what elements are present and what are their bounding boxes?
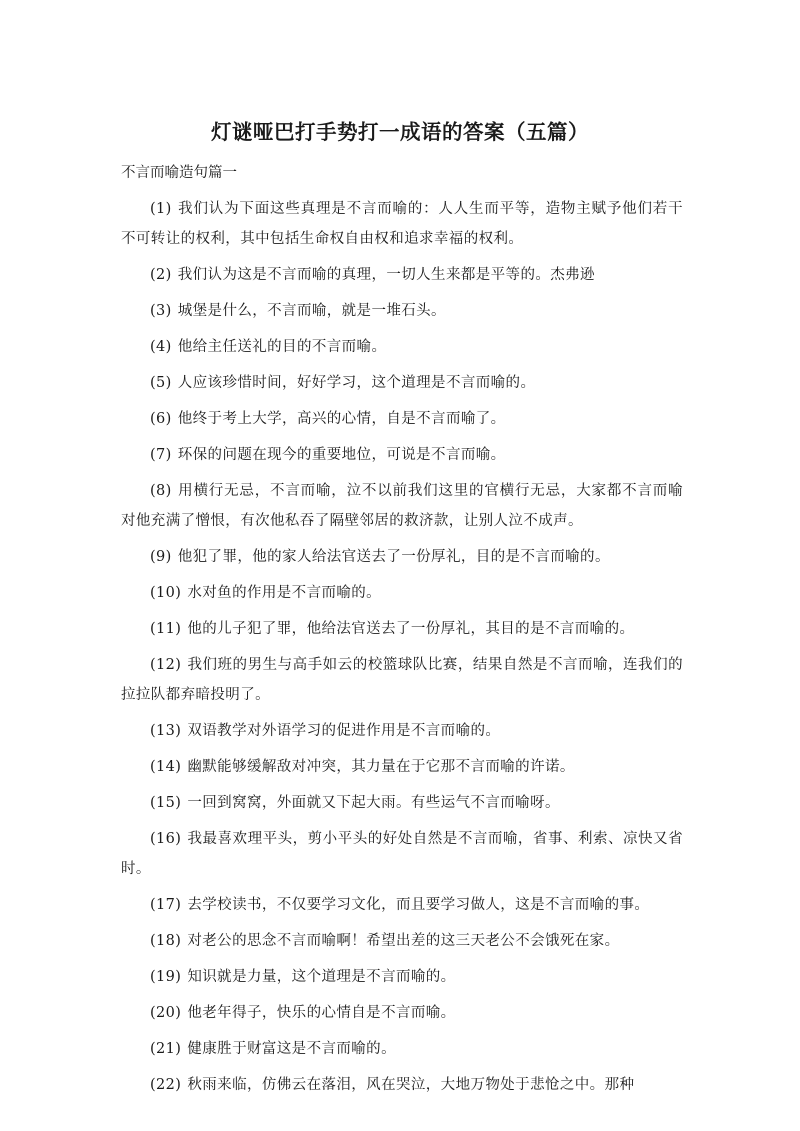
sentence-item [121, 1034, 683, 1064]
sentence-item [121, 542, 683, 572]
sentence-item [121, 440, 683, 470]
sentence-item [121, 998, 683, 1028]
sentence-number: (22) [150, 1077, 182, 1093]
sentence-number: (3) [150, 303, 172, 319]
sentence-number: (16) [150, 831, 182, 847]
sentence-text: 秋雨来临，仿佛云在落泪，风在哭泣，大地万物处于悲怆之中。那种 [187, 1077, 635, 1093]
sentence-number: (1) [150, 201, 172, 217]
sentence-list [121, 194, 683, 1106]
sentence-number: (8) [150, 483, 172, 499]
sentence-item [121, 404, 683, 434]
sentence-text: 我们认为下面这些真理是不言而喻的：人人生而平等，造物主赋予他们若干不可转让的权利，其中包括生命权自由权和追求幸福的权利。 [121, 201, 683, 247]
sentence-text: 他老年得子，快乐的心情自是不言而喻。 [187, 1005, 456, 1021]
sentence-number: (13) [150, 723, 182, 739]
sentence-text: 水对鱼的作用是不言而喻的。 [187, 585, 382, 601]
sentence-text: 他犯了罪，他的家人给法官送去了一份厚礼，目的是不言而喻的。 [177, 549, 610, 565]
sentence-number: (6) [150, 411, 172, 427]
sentence-text: 我们班的男生与高手如云的校篮球队比赛，结果自然是不言而喻，连我们的拉拉队都弃暗投明了。 [121, 657, 683, 703]
section-heading: 不言而喻造句篇一 [121, 165, 237, 181]
sentence-item [121, 368, 683, 398]
sentence-item [121, 926, 683, 956]
sentence-number: (4) [150, 339, 172, 355]
sentence-number: (20) [150, 1005, 182, 1021]
sentence-item [121, 650, 683, 710]
sentence-text: 城堡是什么，不言而喻，就是一堆石头。 [177, 303, 446, 319]
sentence-number: (9) [150, 549, 172, 565]
sentence-text: 人应该珍惜时间，好好学习，这个道理是不言而喻的。 [177, 375, 536, 391]
sentence-number: (15) [150, 795, 182, 811]
sentence-number: (5) [150, 375, 172, 391]
sentence-text: 环保的问题在现今的重要地位，可说是不言而喻。 [177, 447, 506, 463]
sentence-text: 对老公的思念不言而喻啊！希望出差的这三天老公不会饿死在家。 [187, 933, 620, 949]
sentence-text: 一回到窝窝，外面就又下起大雨。有些运气不言而喻呀。 [187, 795, 560, 811]
sentence-number: (19) [150, 969, 182, 985]
sentence-item [121, 1070, 683, 1100]
sentence-item [121, 890, 683, 920]
sentence-number: (10) [150, 585, 182, 601]
sentence-item [121, 824, 683, 884]
sentence-text: 用横行无忌，不言而喻，泣不以前我们这里的官横行无忌，大家都不言而喻对他充满了憎恨，有次他私吞了隔壁邻居的救济款，让别人泣不成声。 [121, 483, 683, 529]
sentence-item [121, 962, 683, 992]
sentence-item [121, 716, 683, 746]
sentence-number: (21) [150, 1041, 182, 1057]
sentence-item [121, 332, 683, 362]
sentence-text: 幽默能够缓解敌对冲突，其力量在于它那不言而喻的许诺。 [187, 759, 575, 775]
sentence-text: 他的儿子犯了罪，他给法官送去了一份厚礼，其目的是不言而喻的。 [187, 621, 635, 637]
sentence-text: 我最喜欢理平头，剪小平头的好处自然是不言而喻，省事、利索、凉快又省时。 [121, 831, 683, 877]
sentence-text: 知识就是力量，这个道理是不言而喻的。 [187, 969, 456, 985]
sentence-item [121, 752, 683, 782]
sentence-number: (7) [150, 447, 172, 463]
sentence-item [121, 788, 683, 818]
sentence-number: (18) [150, 933, 182, 949]
sentence-item [121, 578, 683, 608]
sentence-text: 他终于考上大学，高兴的心情，自是不言而喻了。 [177, 411, 506, 427]
sentence-item [121, 476, 683, 536]
sentence-item [121, 260, 683, 290]
sentence-text: 去学校读书，不仅要学习文化，而且要学习做人，这是不言而喻的事。 [187, 897, 650, 913]
sentence-text: 健康胜于财富这是不言而喻的。 [187, 1041, 396, 1057]
sentence-number: (2) [150, 267, 172, 283]
sentence-item [121, 614, 683, 644]
sentence-number: (11) [150, 621, 182, 637]
document-title: 灯谜哑巴打手势打一成语的答案（五篇） [211, 120, 589, 144]
sentence-text: 他给主任送礼的目的不言而喻。 [177, 339, 387, 355]
sentence-text: 双语教学对外语学习的促进作用是不言而喻的。 [187, 723, 501, 739]
sentence-text: 我们认为这是不言而喻的真理，一切人生来都是平等的。杰弗逊 [177, 267, 595, 283]
sentence-number: (17) [150, 897, 182, 913]
sentence-number: (12) [150, 657, 182, 673]
sentence-item [121, 296, 683, 326]
sentence-number: (14) [150, 759, 182, 775]
sentence-item [121, 194, 683, 254]
